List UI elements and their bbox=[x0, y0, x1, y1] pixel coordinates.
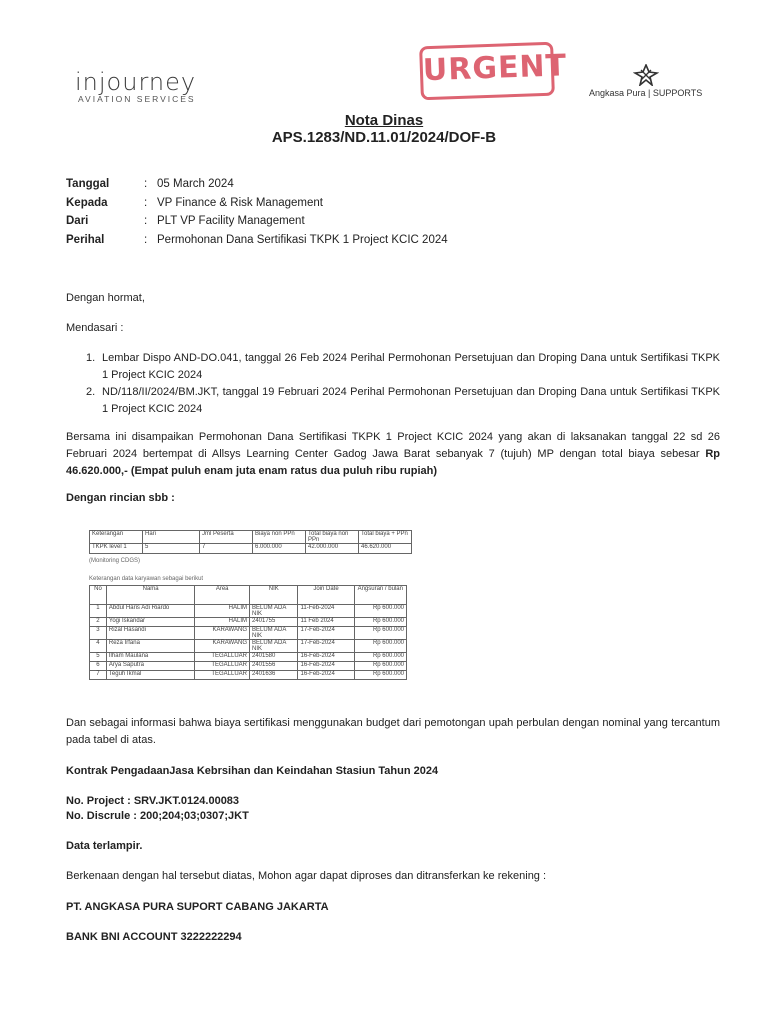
table-note: (Monitoring CDGS) bbox=[89, 558, 141, 564]
logo-subtext: AVIATION SERVICES bbox=[78, 94, 196, 104]
total-amount: Rp 46.620.000,- (Empat puluh enam juta enam ratus dua puluh ribu rupiah) bbox=[66, 448, 720, 477]
meta-row-kepada: Kepada : VP Finance & Risk Management bbox=[66, 197, 448, 216]
project-number: No. Project : SRV.JKT.0124.00083 bbox=[66, 795, 240, 807]
table-row: 5 Ilham Maulana TEGALLUAR 2401580 16-Feb-2024 Rp 600.000 bbox=[90, 653, 407, 662]
table-row: TKPK level 1 5 7 6.000.000 42.000.000 46.620.000 bbox=[90, 544, 412, 554]
company-name: PT. ANGKASA PURA SUPORT CABANG JAKARTA bbox=[66, 901, 329, 913]
reference-list bbox=[86, 350, 720, 418]
memo-header-fields bbox=[66, 178, 448, 252]
table-row: 2 Yogi Iskandar HALIM 2401755 11 Feb 2024 Rp 600.000 bbox=[90, 618, 407, 627]
meta-label: Dari bbox=[66, 215, 89, 227]
table-caption: Keterangan data karyawan sebagai berikut bbox=[89, 576, 204, 582]
table-row: 7 Teguh Ikmal TEGALLUAR 2401636 16-Feb-2024 Rp 600.000 bbox=[90, 671, 407, 680]
angkasa-pura-logo bbox=[589, 64, 702, 98]
meta-value: 05 March 2024 bbox=[157, 178, 234, 190]
discrule-number: No. Discrule : 200;204;03;0307;JKT bbox=[66, 810, 249, 822]
info-paragraph: Dan sebagai informasi bahwa biaya sertifikasi menggunakan budget dari pemotongan upah perbulan dengan nominal yang tercantum pada tabel di atas. bbox=[66, 717, 720, 746]
mendasari-label: Mendasari : bbox=[66, 322, 124, 334]
table-row: 3 Rizal Hasandi KARAWANG BELUM ADA NIK 17-Feb-2024 Rp 600.000 bbox=[90, 627, 407, 640]
meta-label: Tanggal bbox=[66, 178, 110, 190]
angkasa-pura-emblem-icon bbox=[633, 64, 659, 86]
reference-item: 1. Lembar Dispo AND-DO.041, tanggal 26 Feb 2024 Perihal Permohonan Persetujuan dan Droping Dana untuk Sertifikasi TKPK 1 Project KCIC 2024 bbox=[86, 352, 720, 381]
injourney-logo bbox=[75, 68, 196, 104]
rincian-heading: Dengan rincian sbb : bbox=[66, 492, 175, 504]
table-row: 4 Reza Irfana KARAWANG BELUM ADA NIK 17-Feb-2024 Rp 600.000 bbox=[90, 640, 407, 653]
contract-line: Kontrak PengadaanJasa Kebrsihan dan Keindahan Stasiun Tahun 2024 bbox=[66, 765, 439, 777]
document-title: Nota Dinas bbox=[344, 112, 424, 129]
reference-item: 2. ND/118/II/2024/BM.JKT, tanggal 19 Februari 2024 Perihal Permohonan Persetujuan dan Droping Dana untuk Sertifikasi TKPK 1 Project KCIC 2024 bbox=[86, 386, 720, 415]
meta-row-tanggal: Tanggal : 05 March 2024 bbox=[66, 178, 448, 197]
cost-table: Keterangan Hari Jml Peserta Biaya non PPn Total biaya non PPn Total biaya + PPn TKPK level 1 5 7 6.000.000 42.000.000 46.620.000 bbox=[89, 530, 412, 554]
table-row: 1 Abdul Haris Adi Riardo HALIM BELUM ADA NIK 11-Feb-2024 Rp 600.000 bbox=[90, 605, 407, 618]
meta-label: Perihal bbox=[66, 233, 105, 246]
attachment-note: Data terlampir. bbox=[66, 840, 143, 852]
urgent-stamp: URGENT bbox=[419, 42, 555, 101]
meta-row-perihal: Perihal : Permohonan Dana Sertifikasi TKPK 1 Project KCIC 2024 bbox=[66, 234, 448, 253]
logo-text: injourney bbox=[75, 68, 197, 96]
employee-table: No Nama Area NIK Join Date Angsuran / bulan 1 Abdul Haris Adi Riardo HALIM BELUM ADA NIK 11-Feb-2024 Rp 600.000 2 Yogi Iskandar HALIM 2401755 11 Feb 2024 Rp 600.000 3 Rizal Hasandi KARAWANG BELUM ADA NIK 17-Feb-2024 Rp 600.000 4 Reza Irfana KARAWANG BELUM ADA NIK 17-Feb-2024 Rp 600.000 5 Ilham Maulana TEGALLUAR 2401580 16-Feb-2024 Rp 600.000 6 Arya Saputra TEGALLUAR 2401556 16-Feb-2024 Rp 600.000 7 Teguh Ikmal TEGALLUAR 2401636 16-Feb-2024 Rp 600.000 bbox=[89, 585, 407, 680]
closing-paragraph: Berkenaan dengan hal tersebut diatas, Mohon agar dapat diproses dan ditransferkan ke rekening : bbox=[66, 870, 547, 882]
document-number: APS.1283/ND.11.01/2024/DOF-B bbox=[271, 129, 497, 146]
meta-row-dari: Dari : PLT VP Facility Management bbox=[66, 215, 448, 234]
table-row: 6 Arya Saputra TEGALLUAR 2401556 16-Feb-2024 Rp 600.000 bbox=[90, 662, 407, 671]
meta-value: VP Finance & Risk Management bbox=[157, 196, 323, 209]
bank-account: BANK BNI ACCOUNT 3222222294 bbox=[66, 931, 242, 943]
meta-value: PLT VP Facility Management bbox=[157, 215, 305, 227]
body-paragraph: Bersama ini disampaikan Permohonan Dana Sertifikasi TKPK 1 Project KCIC 2024 yang akan di laksanakan tanggal 22 sd 26 Februari 2024 bertempat di Allsys Learning Center Gadog Jawa Barat sebanyak 7 (tujuh) MP dengan total biaya sebesar Rp 46.620.000,- (Empat puluh enam juta enam ratus dua puluh ribu rupiah) bbox=[66, 431, 720, 477]
greeting: Dengan hormat, bbox=[66, 292, 145, 304]
meta-label: Kepada bbox=[66, 196, 108, 209]
angkasa-pura-text: Angkasa Pura | SUPPORTS bbox=[589, 88, 703, 98]
meta-value: Permohonan Dana Sertifikasi TKPK 1 Project KCIC 2024 bbox=[157, 233, 448, 246]
